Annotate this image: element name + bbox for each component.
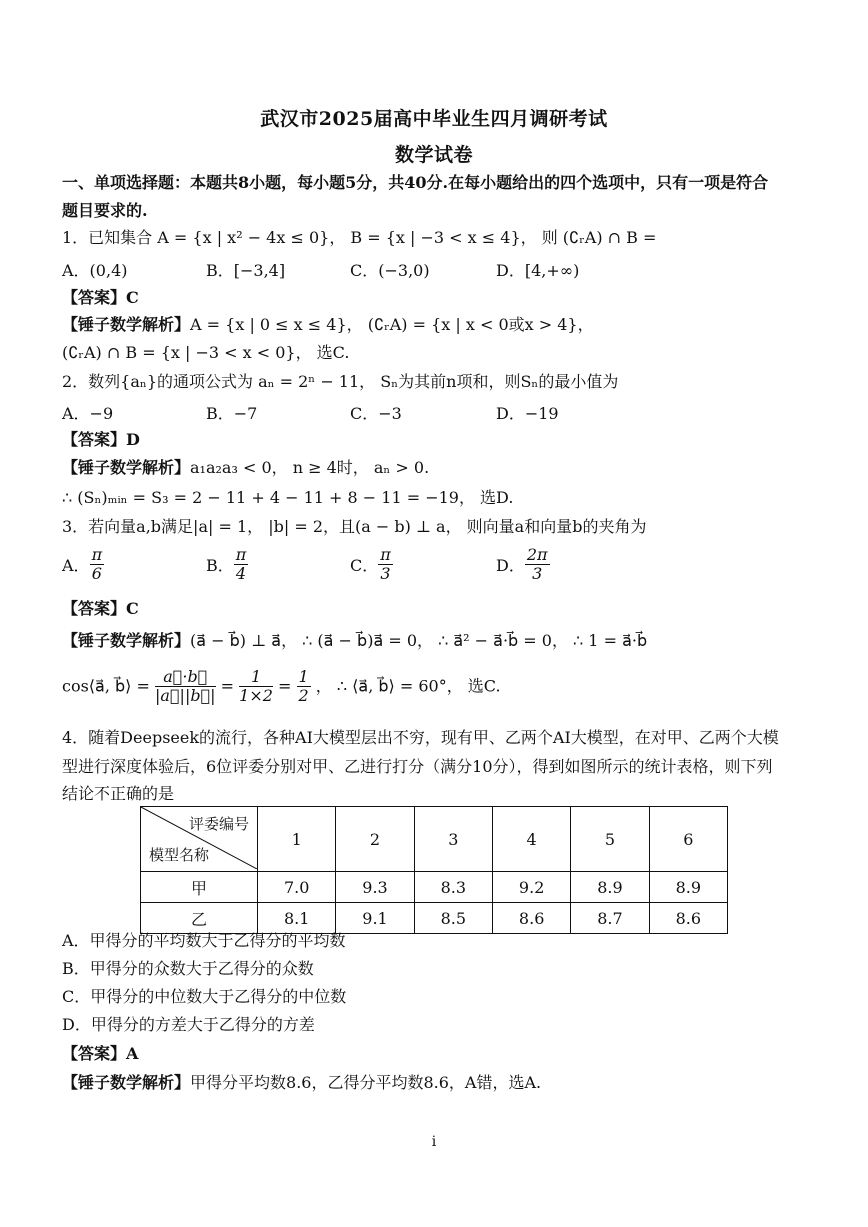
answer-tag: 【答案】 <box>62 288 127 307</box>
q2-analysis-line2: ∴ (Sₙ)ₘᵢₙ = S₃ = 2 − 11 + 4 − 11 + 8 − 11 = −19， 选D. <box>62 488 514 507</box>
exam-title: 武汉市2025届高中毕业生四月调研考试 <box>260 108 608 130</box>
q1-analysis-line1 <box>62 314 828 336</box>
q3-option-c-letter: C． <box>350 556 379 575</box>
q3-option-a <box>62 546 104 583</box>
q3-frac3-den: 2 <box>298 686 309 705</box>
q3-option-a-num: π <box>91 545 103 564</box>
q3-option-c-den: 3 <box>380 564 391 583</box>
score-table-corner <box>141 807 258 872</box>
q4-stem-line1: 4．随着Deepseek的流行，各种AI大模型层出不穷，现有甲、乙两个AI大模型，在对甲、乙两个大模 <box>62 728 779 747</box>
q3-analysis-text1: (a⃗ − b⃗) ⊥ a⃗， ∴ (a⃗ − b⃗)a⃗ = 0， ∴ a⃗² − a⃗·b⃗ = 0， ∴ 1 = a⃗·b⃗ <box>190 631 648 650</box>
q1-option-d: D．[4,+∞) <box>496 261 580 280</box>
q3-option-a-letter: A． <box>62 556 90 575</box>
score-cell: 7.0 <box>258 872 336 903</box>
score-cell: 8.9 <box>649 872 727 903</box>
q2-option-c: C．−3 <box>350 404 402 423</box>
q2-answer <box>62 429 828 451</box>
q3-analysis-line1 <box>62 630 828 652</box>
q2-analysis-text1: a₁a₂a₃ < 0， n ≥ 4时， aₙ > 0. <box>190 458 430 477</box>
score-cell: 9.2 <box>492 872 570 903</box>
answer-tag: 【答案】 <box>62 599 127 618</box>
score-cell: 9.3 <box>336 872 414 903</box>
table-row <box>141 903 728 934</box>
q2-option-d: D．−19 <box>496 404 559 423</box>
q4-option-b: B．甲得分的众数大于乙得分的众数 <box>62 959 314 978</box>
analysis-tag: 【锤子数学解析】 <box>62 1073 191 1092</box>
q4-answer-value: A <box>126 1044 139 1063</box>
q1-answer-value: C <box>126 288 139 307</box>
score-cell: 8.7 <box>571 903 649 934</box>
q4-analysis-text: 甲得分平均数8.6，乙得分平均数8.6，A错，选A. <box>190 1073 542 1092</box>
q3-option-b <box>206 546 248 583</box>
q4-stem-line2: 型进行深度体验后，6位评委分别对甲、乙进行打分（满分10分），得到如图所示的统计表格，则下列 <box>62 757 773 776</box>
q4-option-a: A．甲得分的平均数大于乙得分的平均数 <box>62 931 346 950</box>
q3-option-b-den: 4 <box>235 564 247 583</box>
q3-option-c-num: π <box>380 545 391 564</box>
q4-option-c: C．甲得分的中位数大于乙得分的中位数 <box>62 987 347 1006</box>
judge-header: 4 <box>492 807 570 872</box>
q1-answer <box>62 287 828 309</box>
q3-frac2-num: 1 <box>239 668 273 687</box>
answer-tag: 【答案】 <box>62 430 127 449</box>
q3-option-d-num: 2π <box>526 545 548 564</box>
q1-option-b: B．[−3,4] <box>206 261 286 280</box>
q4-stem-line3: 结论不正确的是 <box>62 784 175 803</box>
q2-option-a: A．−9 <box>62 404 114 423</box>
q3-eq: = <box>220 676 235 696</box>
q4-answer <box>62 1043 828 1065</box>
q2-analysis-line1 <box>62 457 828 479</box>
judge-header: 1 <box>258 807 336 872</box>
model-name: 甲 <box>141 872 258 903</box>
analysis-tag: 【锤子数学解析】 <box>62 631 191 650</box>
q3-answer <box>62 598 828 620</box>
judge-header: 3 <box>414 807 492 872</box>
q3-option-b-letter: B． <box>206 556 234 575</box>
q1-stem: 1．已知集合 A = {x | x² − 4x ≤ 0}， B = {x | −3 < x ≤ 4}， 则 (∁ᵣA) ∩ B = <box>62 228 657 247</box>
analysis-tag: 【锤子数学解析】 <box>62 458 191 477</box>
q3-frac3-num: 1 <box>298 667 309 686</box>
q2-option-b: B．−7 <box>206 404 258 423</box>
q3-frac1-den: |a⃗||b⃗| <box>155 686 216 705</box>
judge-header: 2 <box>336 807 414 872</box>
score-cell: 8.1 <box>258 903 336 934</box>
section-heading-line1: 一、单项选择题：本题共8小题，每小题5分，共40分.在每小题给出的四个选项中，只有一项是符合 <box>62 173 769 192</box>
analysis-tag: 【锤子数学解析】 <box>62 315 191 334</box>
q1-option-a: A．(0,4) <box>62 261 128 280</box>
q1-option-c: C．(−3,0) <box>350 261 430 280</box>
q3-stem: 3．若向量a,b满足|a| = 1， |b| = 2，且(a − b) ⊥ a， 则向量a和向量b的夹角为 <box>62 517 647 536</box>
q3-option-d-den: 3 <box>532 564 543 583</box>
exam-subtitle: 数学试卷 <box>394 144 473 166</box>
q3-analysis-line2 <box>62 664 828 708</box>
judge-header: 5 <box>571 807 649 872</box>
q2-answer-value: D <box>126 430 140 449</box>
q3-option-a-den: 6 <box>91 564 102 583</box>
answer-tag: 【答案】 <box>62 1044 127 1063</box>
q2-stem: 2．数列{aₙ}的通项公式为 aₙ = 2ⁿ − 11， Sₙ为其前n项和，则Sₙ的最小值为 <box>62 372 619 391</box>
q3-eq2: = <box>278 676 292 696</box>
score-table-header-row <box>141 807 728 872</box>
q3-option-d-letter: D． <box>496 556 525 575</box>
corner-label-model: 模型名称 <box>149 846 210 864</box>
score-table <box>140 806 728 934</box>
q4-option-d: D．甲得分的方差大于乙得分的方差 <box>62 1015 315 1034</box>
q3-frac2-den: 1×2 <box>239 686 273 705</box>
q1-analysis-line2: (∁ᵣA) ∩ B = {x | −3 < x < 0}， 选C. <box>62 343 350 362</box>
table-row <box>141 872 728 903</box>
q3-answer-value: C <box>126 599 139 618</box>
model-name: 乙 <box>141 903 258 934</box>
q3-cos-prefix: cos⟨a⃗, b⃗⟩ = <box>62 676 150 696</box>
score-cell: 8.6 <box>649 903 727 934</box>
score-cell: 8.5 <box>414 903 492 934</box>
score-cell: 8.3 <box>414 872 492 903</box>
q3-analysis-tail: ， ∴ ⟨a⃗, b⃗⟩ = 60°， 选C. <box>315 676 501 696</box>
page-number: i <box>431 1134 437 1150</box>
score-cell: 8.6 <box>492 903 570 934</box>
q3-option-c <box>350 546 393 583</box>
q3-frac1-num: a⃗·b⃗ <box>155 668 216 687</box>
q1-analysis-text1: A = {x | 0 ≤ x ≤ 4}， (∁ᵣA) = {x | x < 0或x > 4}， <box>190 315 594 334</box>
q4-analysis <box>62 1072 828 1094</box>
score-cell: 9.1 <box>336 903 414 934</box>
corner-label-judge: 评委编号 <box>188 815 249 833</box>
section-heading-line2: 题目要求的. <box>62 201 148 220</box>
q3-option-d <box>496 546 550 583</box>
q3-option-b-num: π <box>235 545 247 564</box>
score-cell: 8.9 <box>571 872 649 903</box>
judge-header: 6 <box>649 807 727 872</box>
